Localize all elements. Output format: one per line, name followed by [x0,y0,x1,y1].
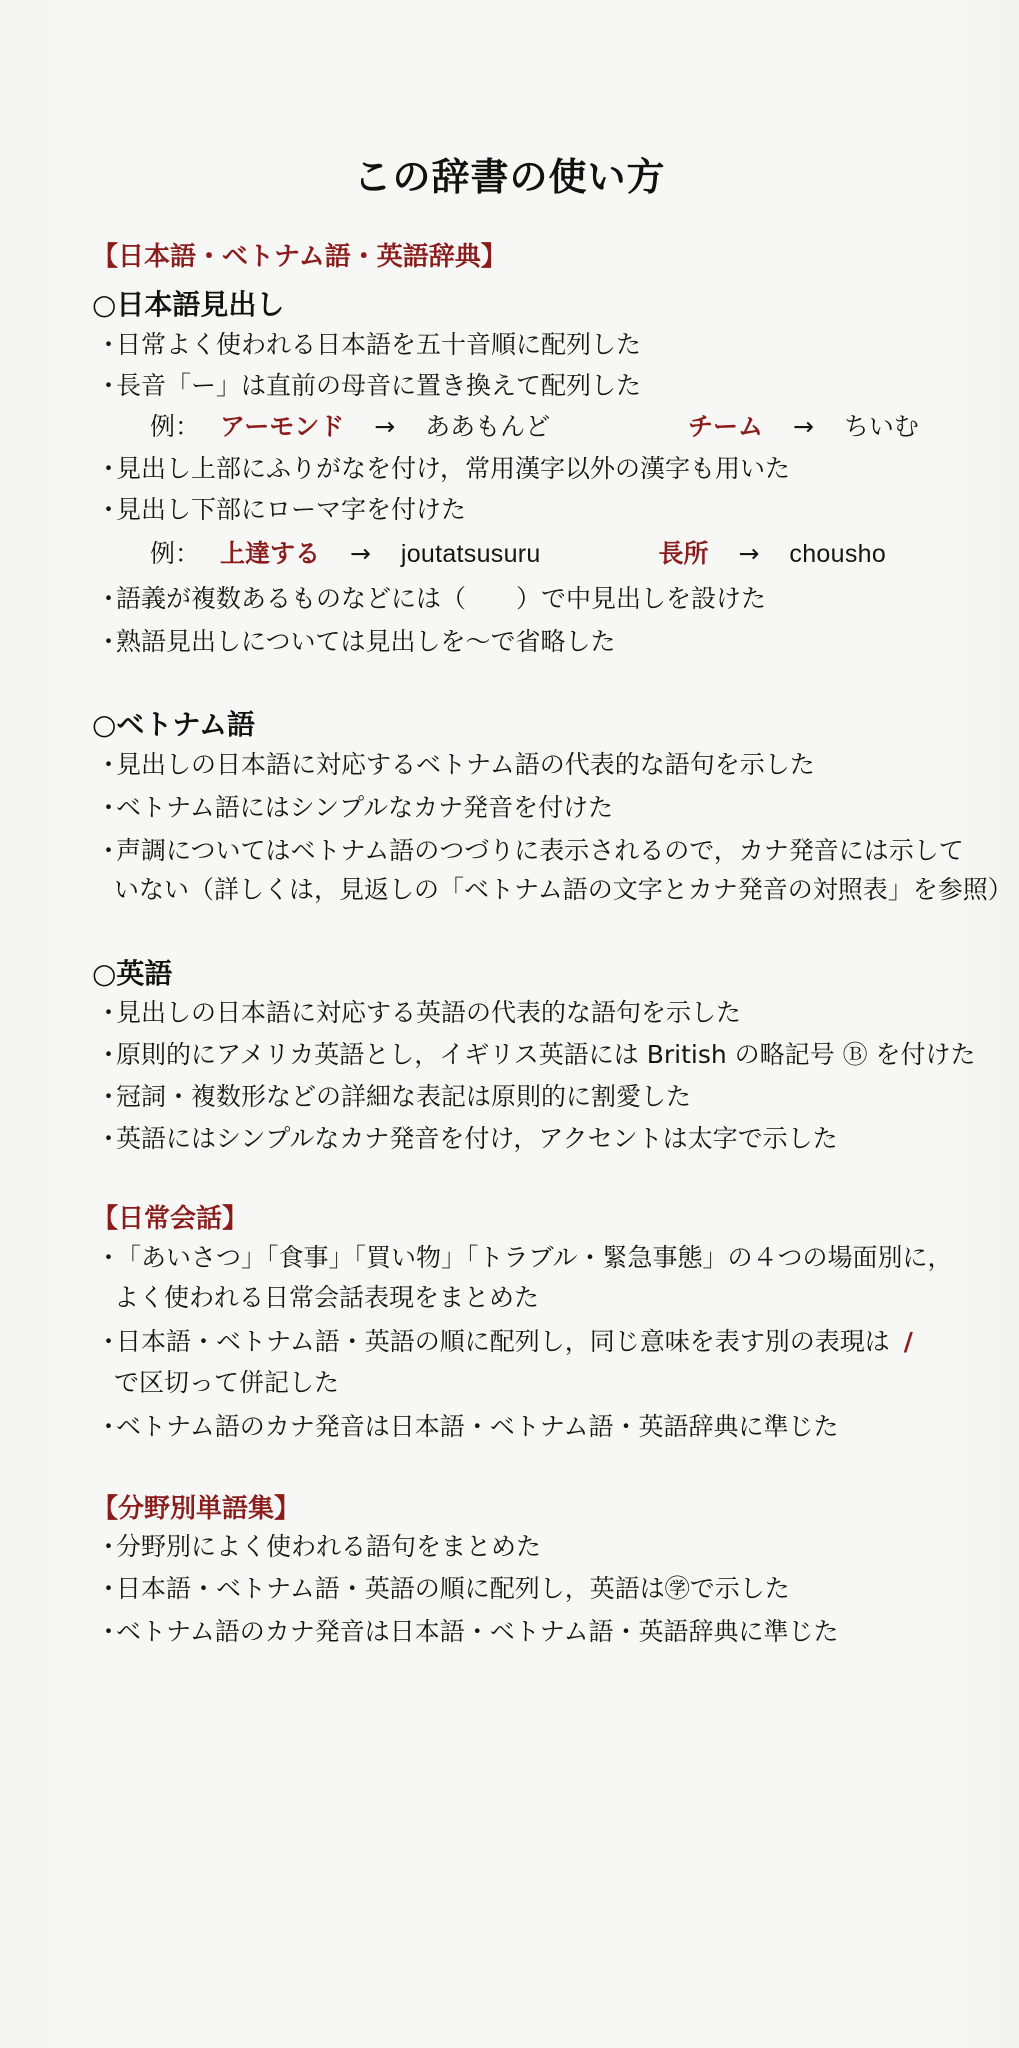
bullet-marker: ・ [96,1617,122,1646]
subheading-vietnamese: ○ベトナム語 [92,708,256,741]
list-item [96,369,641,403]
list-item [96,748,815,782]
bullet-marker: ・ [96,998,122,1027]
item-text: 分野別によく使われる語句をまとめた [116,1532,542,1561]
item-text: 声調についてはベトナム語のつづりに表示されるので，カナ発音には示して [116,836,964,865]
item-text: 日本語・ベトナム語・英語の順に配列し，英語は㊫で示した [116,1574,790,1603]
list-item [96,1572,790,1606]
list-item [96,1038,976,1072]
bullet-marker: ・ [96,454,122,483]
list-item [96,493,466,527]
list-item [96,1241,953,1275]
arrow-icon: → [738,539,760,568]
item-text: 見出しの日本語に対応するベトナム語の代表的な語句を示した [116,750,815,779]
arrow-icon: → [792,412,814,441]
list-item [96,1530,541,1564]
item-text: いない（詳しくは，見返しの「ベトナム語の文字とカナ発音の対照表」を参照） [114,875,1013,904]
item-text: 見出しの日本語に対応する英語の代表的な語句を示した [116,998,742,1027]
item-text: ベトナム語にはシンプルなカナ発音を付けた [116,793,614,822]
example-row [150,537,886,571]
bullet-marker: ・ [96,627,122,656]
item-text: 語義が複数あるものなどには（ ）で中見出しを設けた [116,584,767,613]
example-term: チーム [688,412,764,441]
list-item [96,1325,913,1359]
item-text: 長音「ー」は直前の母音に置き換えて配列した [116,371,642,400]
list-item-continuation [114,1281,539,1315]
example-reading: chousho [789,540,887,568]
bullet-marker: ・ [96,1243,122,1272]
section-heading-conversation: 【日常会話】 [92,1204,249,1234]
bullet-marker: ・ [96,371,122,400]
item-text: 「あいさつ」「食事」「買い物」「トラブル・緊急事態」の４つの場面別に， [116,1243,953,1272]
section-heading-vocabulary: 【分野別単語集】 [92,1494,301,1524]
list-item-continuation [114,1366,339,1400]
arrow-icon: → [349,539,371,568]
arrow-icon: → [374,412,396,441]
example-term: 長所 [658,539,709,568]
list-item [96,1615,839,1649]
list-item [96,328,641,362]
bullet-marker: ・ [96,1082,122,1111]
example-label: 例： [150,539,201,568]
item-text: 見出し下部にローマ字を付けた [116,495,467,524]
bullet-marker: ・ [96,1327,122,1356]
example-term: 上達する [219,539,320,568]
list-item [96,1122,838,1156]
list-item [96,582,766,616]
bullet-marker: ・ [96,1040,122,1069]
subheading-japanese-entry: ○日本語見出し [92,288,285,321]
item-text: 日本語・ベトナム語・英語の順に配列し，同じ意味を表す別の表現は [116,1327,890,1356]
list-item [96,625,616,659]
item-text: 原則的にアメリカ英語とし，イギリス英語には British の略記号 Ⓑ を付けた [116,1040,976,1069]
example-reading: ああもんど [425,412,551,441]
bullet-marker: ・ [96,793,122,822]
bullet-marker: ・ [96,584,122,613]
section-heading-dictionary: 【日本語・ベトナム語・英語辞典】 [92,242,507,272]
item-text: よく使われる日常会話表現をまとめた [114,1283,540,1312]
bullet-marker: ・ [96,1574,122,1603]
example-row [150,410,919,444]
bullet-marker: ・ [96,330,122,359]
list-item [96,1410,839,1444]
item-text: 見出し上部にふりがなを付け，常用漢字以外の漢字も用いた [116,454,791,483]
list-item-continuation [114,873,1013,907]
bullet-marker: ・ [96,495,122,524]
item-text: 熟語見出しについては見出しを～で省略した [116,627,616,656]
list-item [96,791,613,825]
item-text: で区切って併記した [114,1368,340,1397]
bullet-marker: ・ [96,836,122,865]
list-item [96,834,964,868]
item-text: 英語にはシンプルなカナ発音を付け，アクセントは太字で示した [116,1124,838,1153]
bullet-marker: ・ [96,750,122,779]
item-text: 日常よく使われる日本語を五十音順に配列した [116,330,642,359]
example-term: アーモンド [219,412,345,441]
list-item [96,1080,691,1114]
example-reading: ちいむ [843,412,919,441]
list-item [96,452,790,486]
bullet-marker: ・ [96,1412,122,1441]
item-text: 冠詞・複数形などの詳細な表記は原則的に割愛した [116,1082,692,1111]
page-title: この辞書の使い方 [353,155,666,199]
example-reading: joutatsusuru [400,540,541,568]
subheading-english: ○英語 [92,957,173,990]
bullet-marker: ・ [96,1124,122,1153]
example-label: 例： [150,412,201,441]
item-text: ベトナム語のカナ発音は日本語・ベトナム語・英語辞典に準じた [116,1412,839,1441]
slash-separator: / [903,1327,913,1356]
bullet-marker: ・ [96,1532,122,1561]
list-item [96,996,741,1030]
item-text: ベトナム語のカナ発音は日本語・ベトナム語・英語辞典に準じた [116,1617,839,1646]
